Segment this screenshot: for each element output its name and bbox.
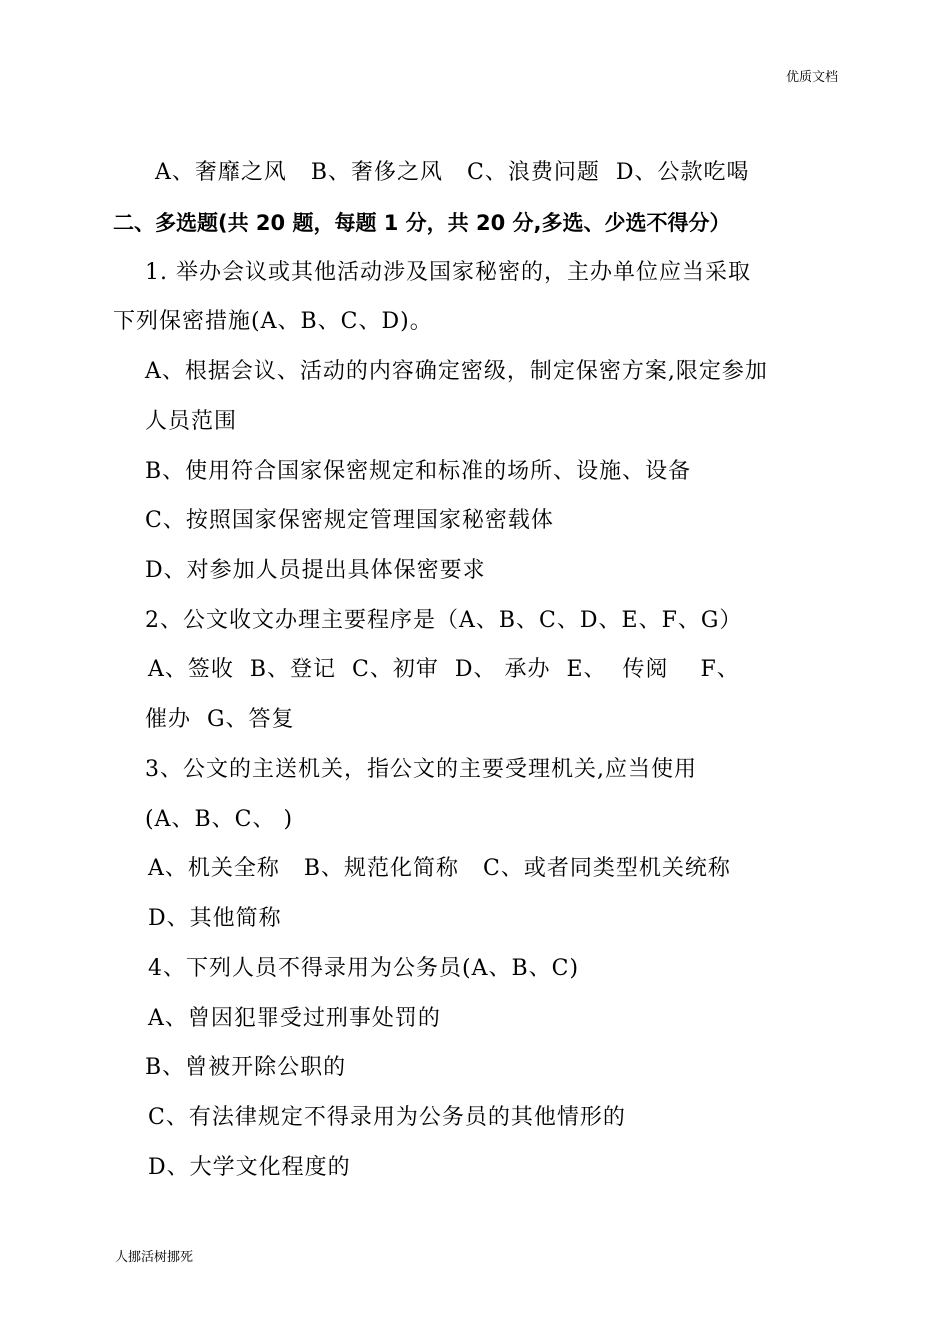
option-line: 人员范围 <box>145 409 238 434</box>
option-line: D、对参加人员提出具体保密要求 <box>145 558 486 583</box>
question-3-line-2: (A、B、C、 ) <box>145 807 294 832</box>
option-line: B、曾被开除公职的 <box>145 1055 347 1080</box>
question-2: 2、公文收文办理主要程序是（A、B、C、D、E、F、G） <box>145 608 743 633</box>
option-line: A、签收 B、登记 C、初审 D、 承办 E、 传阅 F、 <box>148 657 740 682</box>
question-1-line-1: 1. 举办会议或其他活动涉及国家秘密的，主办单位应当采取 <box>145 260 751 285</box>
option-line: D、其他简称 <box>148 906 282 931</box>
section-heading: 二、多选题(共 20 题，每题 1 分，共 20 分,多选、少选不得分） <box>113 211 731 235</box>
option-line: 催办 G、答复 <box>145 707 295 732</box>
question-3-line-1: 3、公文的主送机关，指公文的主要受理机关,应当使用 <box>145 757 697 782</box>
option-line: D、大学文化程度的 <box>148 1155 351 1180</box>
option-line: A、根据会议、活动的内容确定密级，制定保密方案,限定参加 <box>145 359 768 384</box>
question-4: 4、下列人员不得录用为公务员(A、B、C) <box>148 956 580 981</box>
option-line: A、机关全称 B、规范化简称 C、或者同类型机关统称 <box>148 856 731 881</box>
option-line: C、按照国家保密规定管理国家秘密载体 <box>145 508 554 533</box>
option-line: B、使用符合国家保密规定和标准的场所、设施、设备 <box>145 459 692 484</box>
page-footer-note: 人挪活树挪死 <box>115 1250 194 1265</box>
question-1-line-2: 下列保密措施(A、B、C、D)。 <box>113 309 433 334</box>
page-header-note: 优质文档 <box>785 70 838 85</box>
option-line: A、奢靡之风 B、奢侈之风 C、浪费问题 D、公款吃喝 <box>155 160 750 185</box>
option-line: C、有法律规定不得录用为公务员的其他情形的 <box>148 1105 626 1130</box>
option-line: A、曾因犯罪受过刑事处罚的 <box>148 1006 441 1031</box>
